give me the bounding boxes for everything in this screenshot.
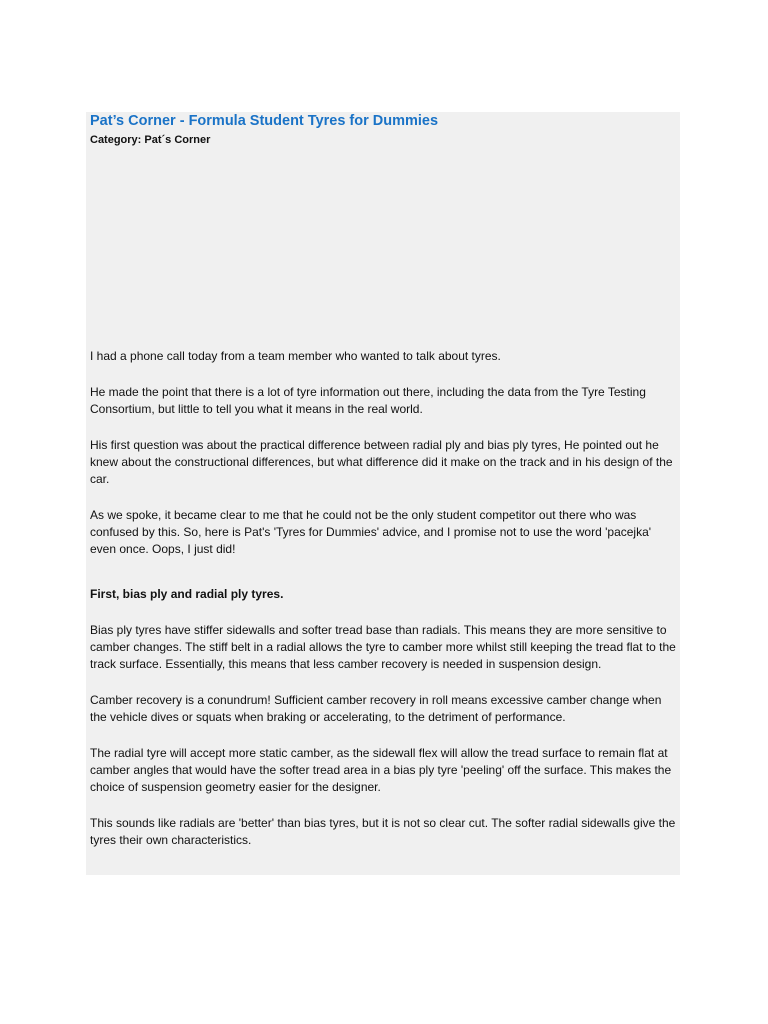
article-title[interactable]: Pat’s Corner - Formula Student Tyres for Dummies bbox=[90, 113, 439, 129]
paragraph-1: I had a phone call today from a team member who wanted to talk about tyres. bbox=[90, 349, 501, 363]
category-label: Category: bbox=[90, 134, 145, 146]
category-name[interactable]: Pat´s Corner bbox=[144, 134, 211, 146]
article-body bbox=[90, 348, 678, 868]
section-heading: First, bias ply and radial ply tyres. bbox=[90, 587, 284, 602]
paragraph-4: As we spoke, it became clear to me that he could not be the only student competitor out there who was confused by this. So, here is Pat's 'Tyres for Dummies' advice, and I promise not to use the word 'pacejka' even once. Oops, I just did! bbox=[90, 507, 652, 557]
paragraph-6: Camber recovery is a conundrum! Sufficient camber recovery in roll means excessive camber change when the vehicle dives or squats when braking or accelerating, to the detriment of performance. bbox=[90, 693, 662, 725]
paragraph-2: He made the point that there is a lot of tyre information out there, including the data from the Tyre Testing Consortium, but little to tell you what it means in the real world. bbox=[90, 384, 646, 416]
article-category bbox=[90, 134, 210, 146]
paragraph-5: Bias ply tyres have stiffer sidewalls and softer tread base than radials. This means they are more sensitive to camber changes. The stiff belt in a radial allows the tyre to camber more whilst still keeping the tread flat to the track surface. Essentially, this means that less camber recovery is needed in suspension design. bbox=[90, 623, 676, 672]
article-container bbox=[86, 112, 680, 875]
paragraph-7: The radial tyre will accept more static camber, as the sidewall flex will allow the tread surface to remain flat at camber angles that would have the softer tread area in a bias ply tyre 'peeling' off the surface. This makes the choice of suspension geometry easier for the designer. bbox=[90, 746, 672, 795]
paragraph-3: His first question was about the practical difference between radial ply and bias ply tyres, He pointed out he knew about the constructional differences, but what difference did it make on the track and in his design of the car. bbox=[90, 437, 673, 487]
paragraph-8: This sounds like radials are 'better' than bias tyres, but it is not so clear cut. The softer radial sidewalls give the tyres their own characteristics. bbox=[90, 816, 676, 848]
